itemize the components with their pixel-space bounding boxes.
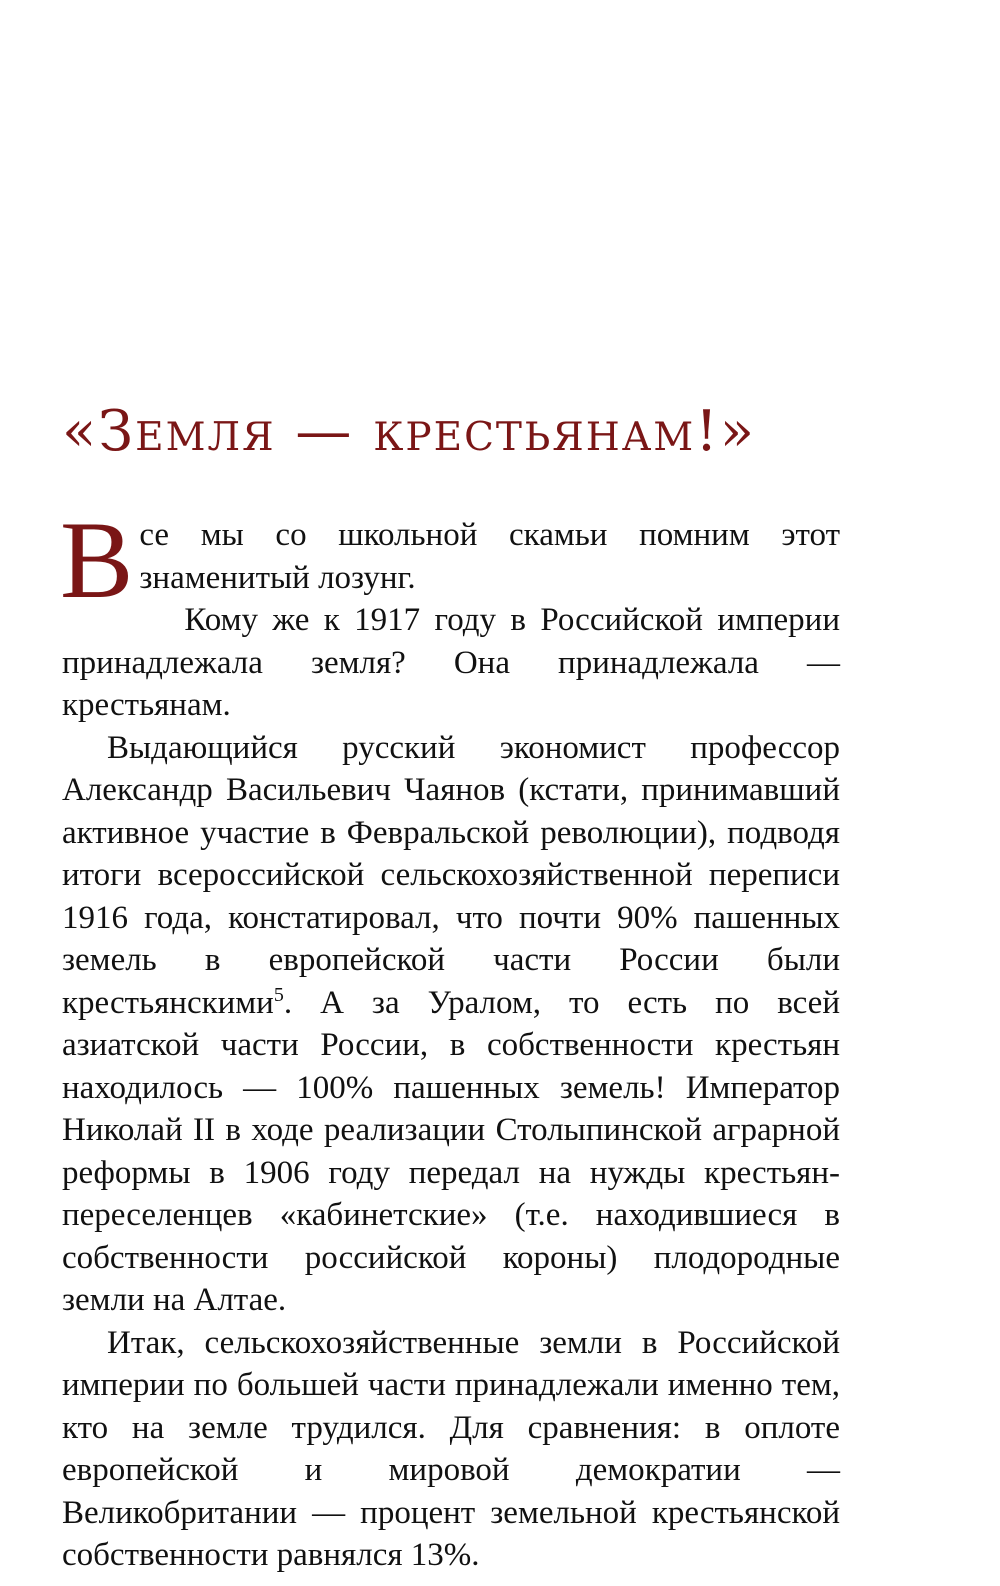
paragraph-3-text-end: . А за Уралом, то есть по всей азиатской части России, в собственности крестьян находилось — 100% пашенных земель! Император Николай II в ходе реализации Столыпинской аграрной реформы в 1906 году передал на нужды крестьян-переселенцев «кабинетские» (т.е. находившиеся в собственности российской короны) плодородные земли на Алтае. bbox=[62, 984, 840, 1318]
body-text bbox=[60, 499, 840, 1577]
paragraph-4: Итак, сельскохозяйственные земли в Российской империи по большей части принадлежали именно тем, кто на земле трудился. Для сравнения: в оплоте европейской и мировой демократии — Великобритании — процент земельной крестьянской собственности равнялся 13%. bbox=[62, 1324, 840, 1573]
footnote-marker[interactable]: 5 bbox=[273, 983, 284, 1006]
paragraph-3-text-start: Выдающийся русский экономист профессор Александр Васильевич Чаянов (кстати, принимавший активное участие в Февральской революции), подводя итоги всероссийской сельскохозяйственной переписи 1916 года, констатировал, что почти 90% пашенных земель в европейской части России были крестьянскими bbox=[62, 729, 840, 1021]
paragraph-2: Кому же к 1917 году в Российской империи принадлежала земля? Она принадлежала — крестьянам. bbox=[62, 602, 840, 723]
paragraph-3 bbox=[62, 727, 840, 1322]
drop-cap: В bbox=[60, 499, 134, 621]
paragraph-1-text: се мы со школьной скамьи помним этот знаменитый лозунг. bbox=[139, 517, 840, 596]
chapter-title: «Земля — крестьянам!» bbox=[62, 399, 756, 464]
paragraph-1 bbox=[60, 499, 840, 621]
